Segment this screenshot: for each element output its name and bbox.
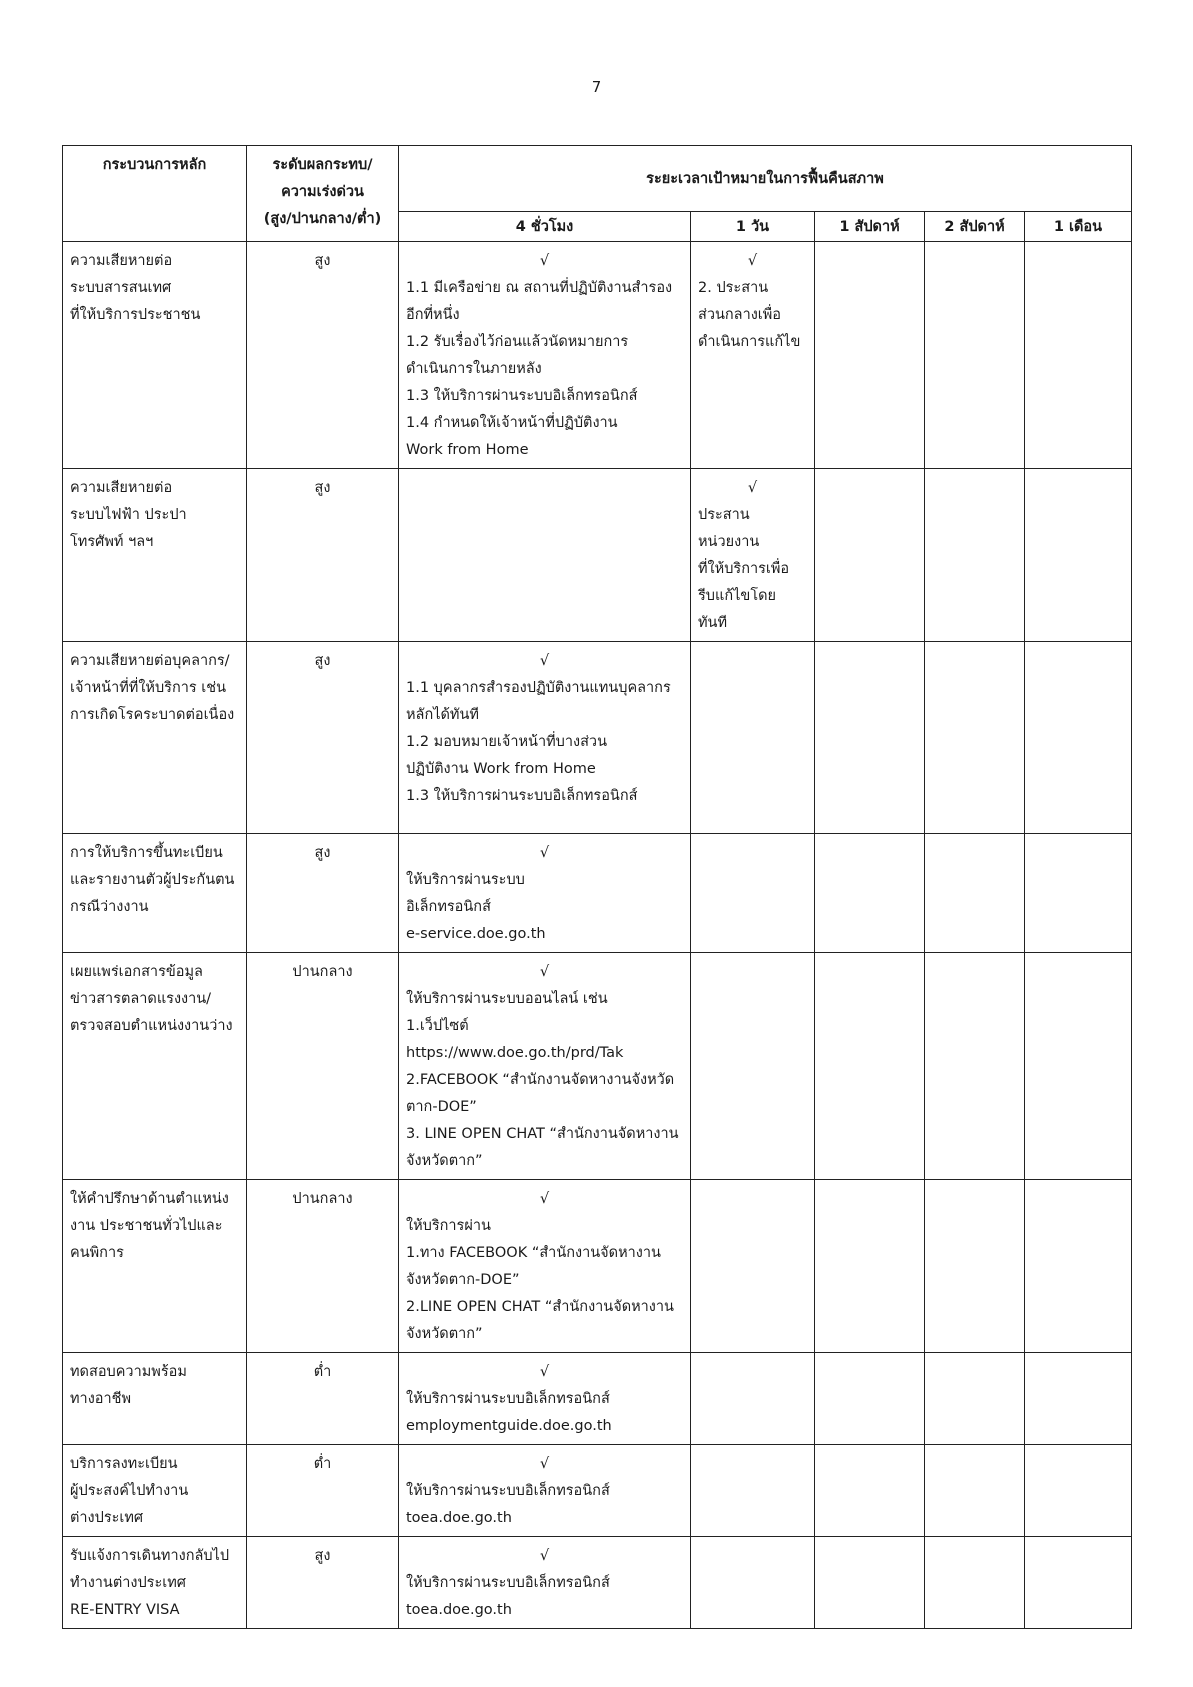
table-row bbox=[63, 1445, 1132, 1537]
impact-cell: สูง bbox=[247, 642, 399, 834]
cell-line: RE-ENTRY VISA bbox=[70, 1602, 180, 1618]
process-cell bbox=[63, 242, 247, 469]
period-1w-cell bbox=[815, 642, 925, 834]
header-period-4h: 4 ชั่วโมง bbox=[399, 212, 691, 242]
period-2w-cell bbox=[925, 242, 1025, 469]
period-1d-cell bbox=[691, 1180, 815, 1353]
cell-line: https://www.doe.go.th/prd/Tak bbox=[406, 1045, 624, 1061]
cell-line: ส่วนกลางเพื่อ bbox=[698, 307, 782, 323]
cell-line: ให้บริการผ่านระบบอิเล็กทรอนิกส์ bbox=[406, 1483, 610, 1499]
period-1d-cell bbox=[691, 1353, 815, 1445]
period-1m-cell bbox=[1025, 1180, 1132, 1353]
impact-cell: ต่ำ bbox=[247, 1353, 399, 1445]
cell-line: หน่วยงาน bbox=[698, 534, 760, 550]
cell-line: เจ้าหน้าที่ที่ให้บริการ เช่น bbox=[70, 680, 226, 696]
period-2w-cell bbox=[925, 834, 1025, 953]
cell-line: ข่าวสารตลาดแรงงาน/ bbox=[70, 991, 212, 1007]
cell-line: 2.LINE OPEN CHAT “สำนักงานจัดหางาน bbox=[406, 1299, 674, 1315]
cell-line: ความเสียหายต่อ bbox=[70, 480, 173, 496]
check-mark: √ bbox=[539, 1548, 550, 1564]
cell-line: ที่ให้บริการประชาชน bbox=[70, 307, 201, 323]
period-1w-cell bbox=[815, 242, 925, 469]
period-1w-cell bbox=[815, 1537, 925, 1629]
header-target-time: ระยะเวลาเป้าหมายในการฟื้นคืนสภาพ bbox=[399, 146, 1132, 212]
period-1w-cell bbox=[815, 953, 925, 1180]
cell-line: หลักได้ทันที bbox=[406, 707, 479, 723]
cell-line: Work from Home bbox=[406, 442, 529, 458]
impact-cell: สูง bbox=[247, 469, 399, 642]
period-1m-cell bbox=[1025, 469, 1132, 642]
table-row bbox=[63, 1537, 1132, 1629]
cell-line: ระบบไฟฟ้า ประปา bbox=[70, 507, 187, 523]
cell-line: ประสาน bbox=[698, 507, 750, 523]
cell-line: toea.doe.go.th bbox=[406, 1510, 512, 1526]
period-1w-cell bbox=[815, 1445, 925, 1537]
cell-line: ให้คำปรึกษาด้านตำแหน่ง bbox=[70, 1191, 229, 1207]
cell-line: 1.ทาง FACEBOOK “สำนักงานจัดหางาน bbox=[406, 1245, 661, 1261]
check-mark: √ bbox=[539, 964, 550, 980]
cell-line: ให้บริการผ่านระบบ bbox=[406, 872, 525, 888]
period-1m-cell bbox=[1025, 1537, 1132, 1629]
cell-line: กรณีว่างงาน bbox=[70, 899, 149, 915]
cell-line: อีกที่หนึ่ง bbox=[406, 307, 460, 323]
period-1m-cell bbox=[1025, 1445, 1132, 1537]
cell-line: ตาก-DOE” bbox=[406, 1099, 477, 1115]
cell-line: 1.2 รับเรื่องไว้ก่อนแล้วนัดหมายการ bbox=[406, 334, 629, 350]
cell-line: ที่ให้บริการเพื่อ bbox=[698, 561, 790, 577]
period-2w-cell bbox=[925, 1537, 1025, 1629]
check-mark: √ bbox=[539, 653, 550, 669]
process-cell bbox=[63, 1445, 247, 1537]
cell-line: 1.เว็ปไซต์ bbox=[406, 1018, 469, 1034]
process-cell bbox=[63, 953, 247, 1180]
cell-line: 3. LINE OPEN CHAT “สำนักงานจัดหางาน bbox=[406, 1126, 679, 1142]
cell-line: จังหวัดตาก-DOE” bbox=[406, 1272, 520, 1288]
period-2w-cell bbox=[925, 1445, 1025, 1537]
period-1d-cell bbox=[691, 953, 815, 1180]
header-process: กระบวนการหลัก bbox=[63, 146, 247, 242]
cell-line: และรายงานตัวผู้ประกันตน bbox=[70, 872, 235, 888]
impact-cell: ปานกลาง bbox=[247, 953, 399, 1180]
period-2w-cell bbox=[925, 953, 1025, 1180]
check-mark: √ bbox=[539, 1191, 550, 1207]
cell-line: จังหวัดตาก” bbox=[406, 1326, 483, 1342]
header-impact-line: (สูง/ปานกลาง/ต่ำ) bbox=[263, 211, 382, 227]
header-period-2w: 2 สัปดาห์ bbox=[925, 212, 1025, 242]
cell-line: 1.1 มีเครือข่าย ณ สถานที่ปฏิบัติงานสำรอง bbox=[406, 280, 673, 296]
cell-line: ให้บริการผ่าน bbox=[406, 1218, 491, 1234]
period-2w-cell bbox=[925, 469, 1025, 642]
cell-line: โทรศัพท์ ฯลฯ bbox=[70, 534, 154, 550]
process-cell bbox=[63, 1537, 247, 1629]
recovery-plan-table bbox=[62, 145, 1132, 1629]
header-impact bbox=[247, 146, 399, 242]
cell-line: 1.1 บุคลากรสำรองปฏิบัติงานแทนบุคลากร bbox=[406, 680, 671, 696]
table-row bbox=[63, 834, 1132, 953]
check-mark: √ bbox=[539, 1456, 550, 1472]
cell-line: 1.3 ให้บริการผ่านระบบอิเล็กทรอนิกส์ bbox=[406, 388, 638, 404]
check-mark: √ bbox=[747, 253, 758, 269]
cell-line: เผยแพร่เอกสารข้อมูล bbox=[70, 964, 203, 980]
cell-line: ปฏิบัติงาน Work from Home bbox=[406, 761, 596, 777]
cell-line: ทดสอบความพร้อม bbox=[70, 1364, 187, 1380]
cell-line: ให้บริการผ่านระบบอิเล็กทรอนิกส์ bbox=[406, 1575, 610, 1591]
cell-line: ทางอาชีพ bbox=[70, 1391, 132, 1407]
cell-line: ให้บริการผ่านระบบออนไลน์ เช่น bbox=[406, 991, 608, 1007]
impact-cell: ต่ำ bbox=[247, 1445, 399, 1537]
cell-line: e-service.doe.go.th bbox=[406, 926, 546, 942]
cell-line: รีบแก้ไขโดย bbox=[698, 588, 777, 604]
cell-line: 2.FACEBOOK “สำนักงานจัดหางานจังหวัด bbox=[406, 1072, 675, 1088]
cell-line: ให้บริการผ่านระบบอิเล็กทรอนิกส์ bbox=[406, 1391, 610, 1407]
cell-line: อิเล็กทรอนิกส์ bbox=[406, 899, 491, 915]
process-cell bbox=[63, 1353, 247, 1445]
period-4h-cell bbox=[399, 1445, 691, 1537]
period-1m-cell bbox=[1025, 642, 1132, 834]
cell-line: ดำเนินการแก้ไข bbox=[698, 334, 801, 350]
cell-line: 1.2 มอบหมายเจ้าหน้าที่บางส่วน bbox=[406, 734, 607, 750]
table-row bbox=[63, 1180, 1132, 1353]
page-number: 7 bbox=[591, 78, 602, 96]
cell-line: การให้บริการขึ้นทะเบียน bbox=[70, 845, 223, 861]
period-4h-cell bbox=[399, 1537, 691, 1629]
period-1m-cell bbox=[1025, 834, 1132, 953]
period-1w-cell bbox=[815, 1180, 925, 1353]
check-mark: √ bbox=[539, 253, 550, 269]
impact-cell: สูง bbox=[247, 242, 399, 469]
period-1d-cell bbox=[691, 1537, 815, 1629]
cell-line: จังหวัดตาก” bbox=[406, 1153, 483, 1169]
header-impact-line: ความเร่งด่วน bbox=[281, 184, 364, 200]
check-mark: √ bbox=[539, 845, 550, 861]
period-4h-cell bbox=[399, 953, 691, 1180]
impact-cell: สูง bbox=[247, 1537, 399, 1629]
check-mark: √ bbox=[747, 480, 758, 496]
cell-line: งาน ประชาชนทั่วไปและ bbox=[70, 1218, 223, 1234]
period-4h-cell bbox=[399, 242, 691, 469]
cell-line: คนพิการ bbox=[70, 1245, 124, 1261]
cell-line: ความเสียหายต่อบุคลากร/ bbox=[70, 653, 230, 669]
period-2w-cell bbox=[925, 642, 1025, 834]
process-cell bbox=[63, 469, 247, 642]
header-period-1m: 1 เดือน bbox=[1025, 212, 1132, 242]
header-period-1w: 1 สัปดาห์ bbox=[815, 212, 925, 242]
table-row bbox=[63, 953, 1132, 1180]
header-impact-line: ระดับผลกระทบ/ bbox=[272, 157, 373, 173]
period-4h-cell bbox=[399, 469, 691, 642]
cell-line: 2. ประสาน bbox=[698, 280, 769, 296]
cell-line: ผู้ประสงค์ไปทำงาน bbox=[70, 1483, 189, 1499]
period-1w-cell bbox=[815, 1353, 925, 1445]
cell-line: บริการลงทะเบียน bbox=[70, 1456, 178, 1472]
cell-line: 1.4 กำหนดให้เจ้าหน้าที่ปฏิบัติงาน bbox=[406, 415, 618, 431]
period-2w-cell bbox=[925, 1180, 1025, 1353]
impact-cell: สูง bbox=[247, 834, 399, 953]
period-4h-cell bbox=[399, 834, 691, 953]
cell-line: การเกิดโรคระบาดต่อเนื่อง bbox=[70, 707, 235, 723]
cell-line: toea.doe.go.th bbox=[406, 1602, 512, 1618]
process-cell bbox=[63, 642, 247, 834]
check-mark: √ bbox=[539, 1364, 550, 1380]
cell-line: ระบบสารสนเทศ bbox=[70, 280, 172, 296]
cell-line: ทำงานต่างประเทศ bbox=[70, 1575, 186, 1591]
period-1w-cell bbox=[815, 834, 925, 953]
cell-line: ตรวจสอบตำแหน่งงานว่าง bbox=[70, 1018, 233, 1034]
cell-line: ต่างประเทศ bbox=[70, 1510, 144, 1526]
period-1m-cell bbox=[1025, 1353, 1132, 1445]
cell-line: ทันที bbox=[698, 615, 728, 631]
table-row bbox=[63, 242, 1132, 469]
period-4h-cell bbox=[399, 642, 691, 834]
table-row bbox=[63, 469, 1132, 642]
cell-line: ดำเนินการในภายหลัง bbox=[406, 361, 542, 377]
period-1d-cell bbox=[691, 642, 815, 834]
period-1d-cell bbox=[691, 469, 815, 642]
table-row bbox=[63, 1353, 1132, 1445]
cell-line: ความเสียหายต่อ bbox=[70, 253, 173, 269]
process-cell bbox=[63, 834, 247, 953]
period-1d-cell bbox=[691, 834, 815, 953]
cell-line: รับแจ้งการเดินทางกลับไป bbox=[70, 1548, 230, 1564]
period-1d-cell bbox=[691, 242, 815, 469]
period-1d-cell bbox=[691, 1445, 815, 1537]
period-2w-cell bbox=[925, 1353, 1025, 1445]
period-1w-cell bbox=[815, 469, 925, 642]
header-period-1d: 1 วัน bbox=[691, 212, 815, 242]
cell-line: employmentguide.doe.go.th bbox=[406, 1418, 612, 1434]
period-1m-cell bbox=[1025, 953, 1132, 1180]
period-1m-cell bbox=[1025, 242, 1132, 469]
table-row bbox=[63, 642, 1132, 834]
period-4h-cell bbox=[399, 1353, 691, 1445]
process-cell bbox=[63, 1180, 247, 1353]
period-4h-cell bbox=[399, 1180, 691, 1353]
cell-line: 1.3 ให้บริการผ่านระบบอิเล็กทรอนิกส์ bbox=[406, 788, 638, 804]
impact-cell: ปานกลาง bbox=[247, 1180, 399, 1353]
